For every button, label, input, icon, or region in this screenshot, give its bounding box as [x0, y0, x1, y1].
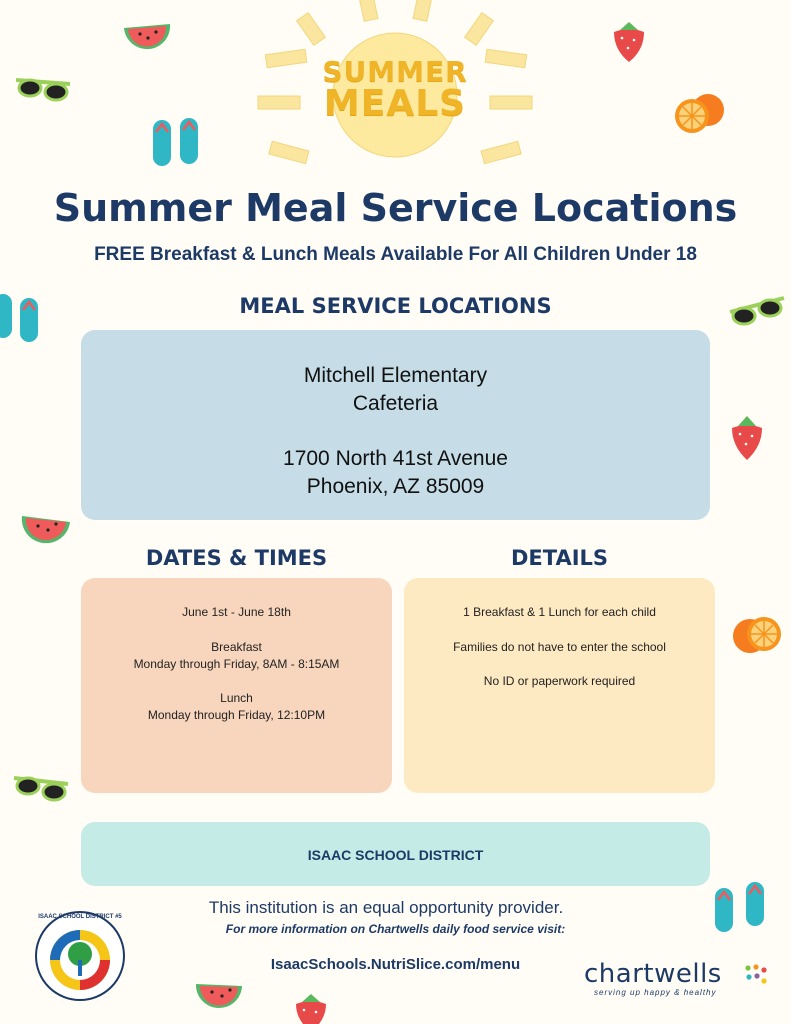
strawberry-icon: [292, 992, 330, 1024]
sunglasses-icon: [12, 772, 70, 806]
date-range: June 1st - June 18th: [182, 605, 291, 619]
seal-graphic: [34, 910, 126, 1002]
breakfast-label: Breakfast: [211, 640, 262, 654]
dates-heading: DATES & TIMES: [145, 546, 328, 570]
district-name: ISAAC SCHOOL DISTRICT: [307, 847, 484, 863]
seal-text: ISAAC SCHOOL DISTRICT #5: [38, 914, 122, 920]
district-bar: [81, 822, 710, 886]
detail-item: 1 Breakfast & 1 Lunch for each child: [463, 605, 656, 619]
chartwells-logo: [584, 960, 774, 1000]
detail-item: Families do not have to enter the school: [453, 640, 666, 654]
detail-item: No ID or paperwork required: [483, 674, 636, 688]
address-line-2: Phoenix, AZ 85009: [306, 475, 485, 498]
orange-slice-icon: [672, 92, 726, 136]
page-subtitle: FREE Breakfast & Lunch Meals Available For All Children Under 18: [94, 244, 697, 265]
locations-heading: MEAL SERVICE LOCATIONS: [239, 294, 552, 318]
watermelon-icon: [194, 978, 244, 1012]
menu-link[interactable]: IsaacSchools.NutriSlice.com/menu: [270, 956, 521, 973]
logo-line-1: SUMMER: [322, 55, 468, 88]
strawberry-icon: [610, 18, 648, 64]
flip-flops-icon: [150, 116, 205, 168]
details-heading: DETAILS: [510, 546, 609, 570]
address-line-1: 1700 North 41st Avenue: [283, 447, 508, 470]
chartwells-tagline: serving up happy & healthy: [594, 988, 717, 997]
location-name-line-2: Cafeteria: [352, 392, 439, 415]
locations-box: [81, 330, 710, 520]
page-title: Summer Meal Service Locations: [53, 186, 738, 230]
location-name-line-1: Mitchell Elementary: [303, 364, 488, 387]
chartwells-dots-icon: [744, 964, 768, 986]
chartwells-wordmark: chartwells: [584, 959, 722, 989]
district-seal: [34, 910, 126, 1002]
details-box: [404, 578, 715, 793]
orange-slice-icon: [730, 614, 784, 658]
breakfast-time: Monday through Friday, 8AM - 8:15AM: [133, 657, 340, 671]
lunch-label: Lunch: [220, 691, 253, 705]
summer-meals-logo: [300, 55, 490, 124]
watermelon-icon: [20, 512, 72, 548]
more-info-text: For more information on Chartwells daily food service visit:: [225, 922, 566, 936]
sunglasses-icon: [14, 74, 72, 106]
equal-opportunity-text: This institution is an equal opportunity provider.: [208, 898, 564, 917]
logo-line-2: MEALS: [323, 83, 467, 124]
strawberry-icon: [728, 412, 766, 462]
watermelon-icon: [122, 18, 172, 54]
dates-box: [81, 578, 392, 793]
lunch-time: Monday through Friday, 12:10PM: [147, 708, 326, 722]
